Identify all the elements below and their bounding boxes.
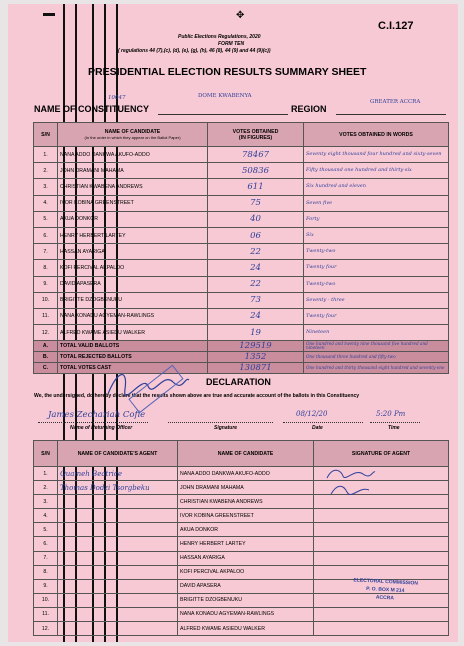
result-figures: 19 xyxy=(208,325,304,341)
agent-row xyxy=(34,467,449,481)
result-words-text: Six hundred and eleven xyxy=(306,183,366,190)
result-sn: 4. xyxy=(34,195,58,211)
result-row xyxy=(34,308,449,324)
signature-line xyxy=(168,422,273,423)
total-words xyxy=(304,363,449,374)
agent-signature xyxy=(314,622,449,636)
agent-candidate: JOHN DRAMANI MAHAMA xyxy=(178,481,314,495)
result-sn: 12. xyxy=(34,325,58,341)
total-figures: 130871 xyxy=(208,363,304,374)
total-words-text: One thousand three hundred and fifty-two xyxy=(306,354,396,360)
agent-sn: 1. xyxy=(34,467,58,481)
agent-candidate: AKUA DONKOR xyxy=(178,523,314,537)
result-row xyxy=(34,163,449,179)
result-words xyxy=(304,227,449,243)
col-sn: S/N xyxy=(34,123,58,147)
agent-sn: 6. xyxy=(34,537,58,551)
total-figures: 129519 xyxy=(208,341,304,352)
agent-sn: 3. xyxy=(34,495,58,509)
agent-candidate: KOFI PERCIVAL AKPALOO xyxy=(178,565,314,579)
result-row xyxy=(34,211,449,227)
result-candidate: AKUA DONKOR xyxy=(58,211,208,227)
agent-signature xyxy=(314,607,449,621)
agent-candidate: HASSAN AYARIGA xyxy=(178,551,314,565)
result-row xyxy=(34,244,449,260)
result-candidate: IVOR KOBINA GREENSTREET xyxy=(58,195,208,211)
result-sn: 9. xyxy=(34,276,58,292)
result-row xyxy=(34,179,449,195)
agent-sn: 7. xyxy=(34,551,58,565)
agent-sn: 2. xyxy=(34,481,58,495)
agent-signature xyxy=(314,509,449,523)
result-figures: 22 xyxy=(208,244,304,260)
agent-row xyxy=(34,495,449,509)
col-candidate-label: NAME OF CANDIDATE xyxy=(104,128,161,135)
result-row xyxy=(34,195,449,211)
result-sn: 6. xyxy=(34,227,58,243)
result-words xyxy=(304,179,449,195)
regulations-title: Public Elections Regulations, 2020 xyxy=(178,34,261,40)
result-row xyxy=(34,227,449,243)
agents-body xyxy=(34,467,449,636)
total-row xyxy=(34,352,449,363)
agent-name: Thomas Dodzi Tsorgbeku xyxy=(58,481,178,495)
agent-signatures xyxy=(323,466,378,496)
agent-signature xyxy=(314,537,449,551)
result-words xyxy=(304,276,449,292)
result-candidate: CHRISTIAN KWABENA ANDREWS xyxy=(58,179,208,195)
declaration-heading: DECLARATION xyxy=(206,377,271,387)
agent-name xyxy=(58,607,178,621)
agent-name xyxy=(58,622,178,636)
result-candidate: NANA ADDO DANKWA AKUFO-ADDO xyxy=(58,147,208,163)
agent-row xyxy=(34,481,449,495)
total-words xyxy=(304,341,449,352)
agent-sn: 9. xyxy=(34,579,58,593)
result-words xyxy=(304,163,449,179)
result-row xyxy=(34,260,449,276)
result-candidate: JOHN DRAMANI MAHAMA xyxy=(58,163,208,179)
total-sn: C. xyxy=(34,363,58,374)
officer-line xyxy=(38,422,148,423)
officer-label: Name of Returning Officer xyxy=(70,425,133,431)
result-words-text: Six xyxy=(306,232,314,239)
constituency-value: DOME KWABENYA xyxy=(198,93,252,99)
total-label: TOTAL REJECTED BALLOTS xyxy=(58,352,208,363)
result-words-text: Twenty four xyxy=(306,312,337,319)
region-underline xyxy=(336,114,446,115)
constituency-code: 10047 xyxy=(108,95,126,101)
stamp-line-1: ELECTORAL COMMISSION xyxy=(353,577,419,587)
results-body xyxy=(34,147,449,374)
agent-row xyxy=(34,537,449,551)
result-figures: 24 xyxy=(208,260,304,276)
result-words xyxy=(304,195,449,211)
constituency-underline xyxy=(158,114,288,115)
results-form-sheet xyxy=(8,4,458,642)
total-row xyxy=(34,341,449,352)
result-sn: 10. xyxy=(34,292,58,308)
agent-sn: 12. xyxy=(34,622,58,636)
result-words-text: Seventy - three xyxy=(306,296,345,303)
signature-label: Signature xyxy=(214,425,238,431)
result-sn: 1. xyxy=(34,147,58,163)
result-words-text: Twenty-two xyxy=(306,248,336,255)
region-value: GREATER ACCRA xyxy=(370,99,421,105)
agent-sn: 8. xyxy=(34,565,58,579)
agent-sn: 10. xyxy=(34,593,58,607)
col-figures xyxy=(208,123,304,147)
result-sn: 5. xyxy=(34,211,58,227)
total-sn: A. xyxy=(34,341,58,352)
col-agent-signature: SIGNATURE OF AGENT xyxy=(314,441,449,467)
agent-candidate: ALFRED KWAME ASIEDU WALKER xyxy=(178,622,314,636)
time-line xyxy=(370,422,420,423)
agent-signature xyxy=(314,495,449,509)
agent-candidate: HENRY HERBERT LARTEY xyxy=(178,537,314,551)
result-words-text: Seventy eight thousand four hundred and sixty-seven xyxy=(306,151,442,158)
result-candidate: NANA KONADU AGYEMAN-RAWLINGS xyxy=(58,308,208,324)
agent-name: Quaineh Beatrice xyxy=(58,467,178,481)
result-sn: 3. xyxy=(34,179,58,195)
result-candidate: BRIGITTE DZOGBENUKU xyxy=(58,292,208,308)
region-label: REGION xyxy=(291,104,327,114)
result-words-text: Fifty thousand one hundred and thirty-six xyxy=(306,167,412,174)
agent-candidate: NANA ADDO DANKWA AKUFO-ADDO xyxy=(178,467,314,481)
agent-name xyxy=(58,523,178,537)
agent-candidate: IVOR KOBINA GREENSTREET xyxy=(178,509,314,523)
result-sn: 11. xyxy=(34,308,58,324)
total-figures: 1352 xyxy=(208,352,304,363)
ci-number: C.I.127 xyxy=(378,20,414,32)
col-candidate-sub: (In the order in which they appear on the Ballot Paper) xyxy=(84,134,181,140)
result-words-text: Nineteen xyxy=(306,329,330,336)
declaration-text: We, the undersigned, do hereby declare that the results shown above are true and accurate account of the ballots in this Constituency xyxy=(34,393,360,399)
result-sn: 7. xyxy=(34,244,58,260)
result-words xyxy=(304,292,449,308)
result-figures: 24 xyxy=(208,308,304,324)
result-words-text: Twenty four xyxy=(306,264,337,271)
result-row xyxy=(34,147,449,163)
agent-row xyxy=(34,523,449,537)
agent-signature xyxy=(314,551,449,565)
stamp-line-2: P. O. BOX M 214 xyxy=(366,586,405,594)
agent-sn: 5. xyxy=(34,523,58,537)
form-number: FORM TEN xyxy=(218,41,245,47)
total-label: TOTAL VOTES CAST xyxy=(58,363,208,374)
result-row xyxy=(34,276,449,292)
result-figures: 73 xyxy=(208,292,304,308)
col-agent-name: NAME OF CANDIDATE'S AGENT xyxy=(58,441,178,467)
result-candidate: KOFI PERCIVAL AKPALOO xyxy=(58,260,208,276)
result-figures: 06 xyxy=(208,227,304,243)
result-sn: 8. xyxy=(34,260,58,276)
result-candidate: ALFRED KWAME ASIEDU WALKER xyxy=(58,325,208,341)
date-line xyxy=(283,422,363,423)
result-candidate: DAVID APASERA xyxy=(58,276,208,292)
result-candidate: HASSAN AYARIGA xyxy=(58,244,208,260)
total-words-text: One hundred and twenty nine thousand five hundred and nineteen xyxy=(306,340,428,351)
agent-row xyxy=(34,607,449,621)
stamp-line-3: ACCRA xyxy=(375,594,395,602)
agent-name xyxy=(58,551,178,565)
coat-of-arms-icon: ✥ xyxy=(236,10,245,21)
col-candidate xyxy=(58,123,208,147)
total-words-text: One hundred and thirty thousand eight hundred and seventy-one xyxy=(306,365,445,371)
agent-name xyxy=(58,593,178,607)
result-words-text: Twenty-two xyxy=(306,280,336,287)
agent-name xyxy=(58,495,178,509)
agent-row xyxy=(34,509,449,523)
regulation-references: ( regulations 44 (7),(c), (d), (e), (g), (h), 46 (8), 44 (9) and 44 (9)(c)) xyxy=(118,48,271,54)
result-figures: 75 xyxy=(208,195,304,211)
time-value: 5:20 Pm xyxy=(376,410,406,418)
agent-name xyxy=(58,509,178,523)
col-agent-sn: S/N xyxy=(34,441,58,467)
col-words: VOTES OBTAINED IN WORDS xyxy=(304,123,449,147)
result-words-text: Seven five xyxy=(306,199,333,206)
time-label: Time xyxy=(388,425,400,431)
total-row xyxy=(34,363,449,374)
agent-name xyxy=(58,565,178,579)
commission-stamp xyxy=(352,576,418,603)
result-words xyxy=(304,147,449,163)
total-words xyxy=(304,352,449,363)
result-words xyxy=(304,325,449,341)
agent-sn: 11. xyxy=(34,607,58,621)
result-words xyxy=(304,260,449,276)
date-label: Date xyxy=(312,425,323,431)
total-label: TOTAL VALID BALLOTS xyxy=(58,341,208,352)
result-figures: 611 xyxy=(208,179,304,195)
form-title: PRESIDENTIAL ELECTION RESULTS SUMMARY SHEET xyxy=(88,66,367,78)
agent-candidate: BRIGITTE DZOGBENUKU xyxy=(178,593,314,607)
date-value: 08/12/20 xyxy=(296,410,328,418)
result-sn: 2. xyxy=(34,163,58,179)
agent-row xyxy=(34,551,449,565)
agent-name xyxy=(58,579,178,593)
agents-table xyxy=(33,440,449,636)
scan-mark xyxy=(43,13,55,16)
result-words xyxy=(304,244,449,260)
result-figures: 50836 xyxy=(208,163,304,179)
agent-candidate: DAVID APASERA xyxy=(178,579,314,593)
agent-candidate: NANA KONADU AGYEMAN-RAWLINGS xyxy=(178,607,314,621)
agent-signature xyxy=(314,523,449,537)
agent-row xyxy=(34,622,449,636)
result-figures: 40 xyxy=(208,211,304,227)
results-table xyxy=(33,122,449,374)
result-row xyxy=(34,292,449,308)
constituency-label: NAME OF CONSTITUENCY xyxy=(34,104,150,114)
col-figures-sub: (IN FIGURES) xyxy=(238,134,273,141)
total-sn: B. xyxy=(34,352,58,363)
result-figures: 22 xyxy=(208,276,304,292)
result-words xyxy=(304,308,449,324)
agent-sn: 4. xyxy=(34,509,58,523)
agent-name xyxy=(58,537,178,551)
result-candidate: HENRY HERBERT LARTEY xyxy=(58,227,208,243)
result-figures: 78467 xyxy=(208,147,304,163)
returning-officer-name: James Zechariah Cofie xyxy=(48,410,146,420)
result-row xyxy=(34,325,449,341)
col-agent-candidate: NAME OF CANDIDATE xyxy=(178,441,314,467)
col-figures-label: VOTES OBTAINED xyxy=(232,128,279,135)
agent-candidate: CHRISTIAN KWABENA ANDREWS xyxy=(178,495,314,509)
result-words-text: Forty xyxy=(306,215,320,222)
result-words xyxy=(304,211,449,227)
